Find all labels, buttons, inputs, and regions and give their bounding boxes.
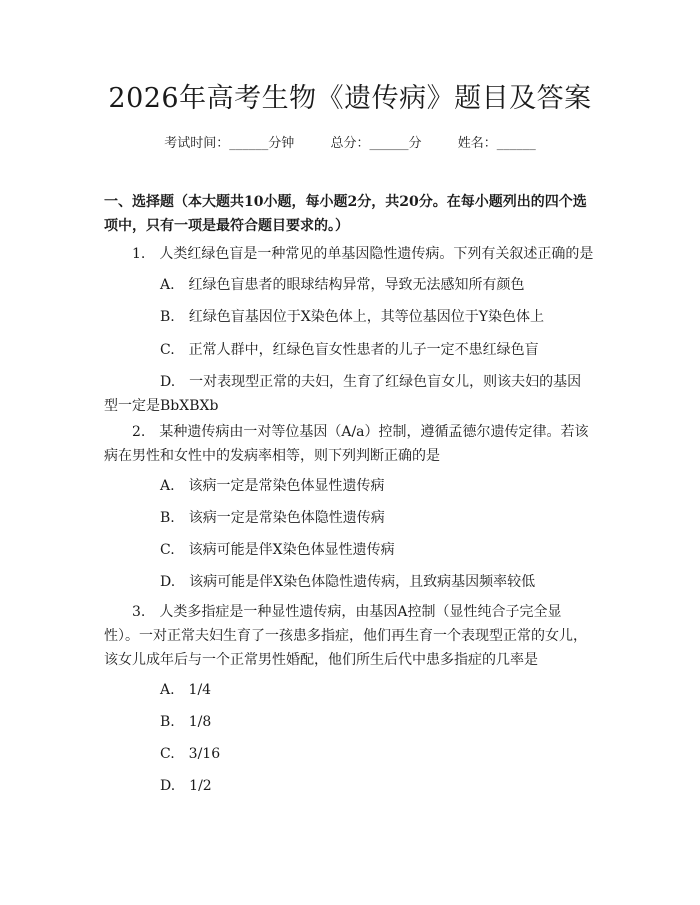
question-1-option-b: B. 红绿色盲基因位于X染色体上，其等位基因位于Y染色体上 xyxy=(160,309,544,325)
question-2-option-c: C. 该病可能是伴X染色体显性遗传病 xyxy=(160,542,395,558)
question-2-option-b: B. 该病一定是常染色体隐性遗传病 xyxy=(160,510,385,526)
question-2-stem: 2. 某种遗传病由一对等位基因（A/a）控制，遵循孟德尔遗传定律。若该病在男性和女性中的发病率相等，则下列判断正确的是 xyxy=(104,424,589,464)
question-2-option-d: D. 该病可能是伴X染色体隐性遗传病，且致病基因频率较低 xyxy=(160,574,536,590)
section-heading: 一、选择题（本大题共10小题，每小题2分，共20分。在每小题列出的四个选项中，只有一项是最符合题目要求的。） xyxy=(104,194,587,234)
question-3-option-b: B. 1/8 xyxy=(160,714,212,730)
question-1-option-c: C. 正常人群中，红绿色盲女性患者的儿子一定不患红绿色盲 xyxy=(160,342,539,358)
question-3-option-a: A. 1/4 xyxy=(160,682,212,698)
page-title: 2026年高考生物《遗传病》题目及答案 xyxy=(108,83,592,114)
question-3-option-c: C. 3/16 xyxy=(160,746,221,762)
total-score-field: 总分：______分 xyxy=(330,136,422,151)
exam-info-line xyxy=(0,132,700,151)
question-2-option-a: A. 该病一定是常染色体显性遗传病 xyxy=(160,478,385,494)
question-3-option-d: D. 1/2 xyxy=(160,778,212,794)
question-1-option-d: D. 一对表现型正常的夫妇，生育了红绿色盲女儿，则该夫妇的基因型一定是BbXBXb xyxy=(104,374,582,414)
question-3-stem: 3. 人类多指症是一种显性遗传病，由基因A控制（显性纯合子完全显性）。一对正常夫妇生育了一孩患多指症，他们再生育一个表现型正常的女儿，该女儿成年后与一个正常男性婚配，他们所生后代中患多指症的几率是 xyxy=(104,604,587,668)
student-name-field: 姓名：______ xyxy=(457,136,536,151)
question-1-option-a: A. 红绿色盲患者的眼球结构异常，导致无法感知所有颜色 xyxy=(160,277,525,293)
question-1-stem: 1. 人类红绿色盲是一种常见的单基因隐性遗传病。下列有关叙述正确的是 xyxy=(132,246,594,262)
exam-time-field: 考试时间：______分钟 xyxy=(164,136,295,151)
